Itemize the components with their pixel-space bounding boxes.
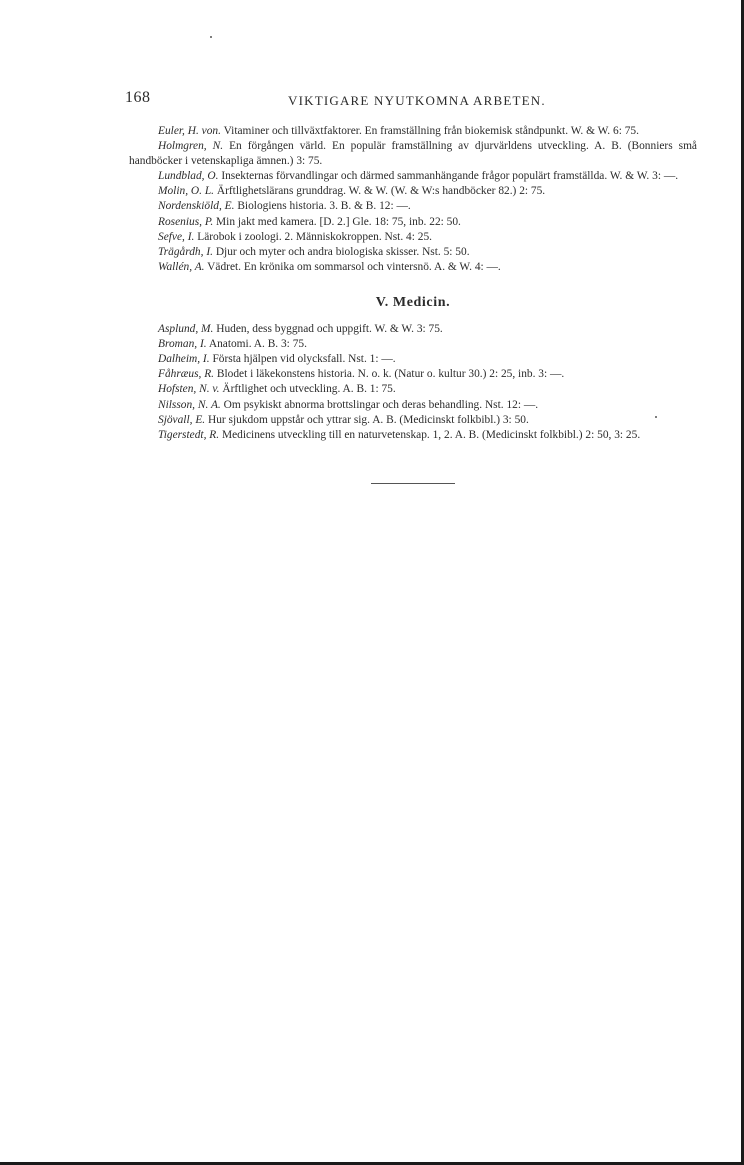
bibliography-entry — [129, 169, 697, 184]
bibliography-content — [129, 124, 697, 484]
running-head: VIKTIGARE NYUTKOMNA ARBETEN. — [288, 93, 546, 108]
entry-text: En förgången värld. En populär framställning av djurvärldens utveckling. A. B. (Bonniers små handböcker i vetenskapliga ämnen.) 3: 75. — [129, 140, 697, 168]
bibliography-entry — [129, 352, 697, 367]
entry-text: Djur och myter och andra biologiska skisser. Nst. 5: 50. — [215, 245, 470, 258]
entry-author: Lundblad, O. — [158, 170, 219, 183]
entry-text: Blodet i läkekonstens historia. N. o. k. (Natur o. kultur 30.) 2: 25, inb. 3: —. — [216, 368, 565, 381]
entry-text: Vitaminer och tillväxtfaktorer. En framställning från biokemisk ståndpunkt. W. & W. 6: 75. — [223, 125, 639, 137]
entry-author: Nilsson, N. A. — [158, 398, 221, 411]
entry-author: Rosenius, P. — [158, 215, 214, 228]
bibliography-entry — [129, 245, 697, 260]
section-heading: V. Medicin. — [375, 294, 451, 310]
scan-speck — [210, 36, 212, 38]
entry-author: Hofsten, N. v. — [158, 383, 220, 396]
entry-text: Ärftlighetslärans grunddrag. W. & W. (W. & W:s handböcker 82.) 2: 75. — [216, 185, 546, 198]
bibliography-entry — [129, 260, 697, 275]
entry-author: Sefve, I. — [158, 230, 195, 243]
entry-author: Sjövall, E. — [158, 413, 206, 426]
bibliography-entry — [129, 124, 697, 139]
entry-text: Anatomi. A. B. 3: 75. — [208, 338, 307, 351]
section-end-rule — [371, 483, 455, 484]
entry-text: Om psykiskt abnorma brottslingar och deras behandling. Nst. 12: —. — [223, 398, 539, 411]
entry-author: Molin, O. L. — [158, 185, 215, 198]
bibliography-entry — [129, 413, 697, 428]
entries-list-biology — [129, 124, 697, 275]
bibliography-entry — [129, 398, 697, 413]
entry-text: Medicinens utveckling till en naturvetenskap. 1, 2. A. B. (Medicinskt folkbibl.) 2: 50, 3: 25. — [221, 428, 641, 441]
entry-author: Tigerstedt, R. — [158, 428, 220, 441]
entry-author: Wallén, A. — [158, 260, 205, 273]
entry-text: Ärftlighet och utveckling. A. B. 1: 75. — [222, 383, 396, 396]
entry-author: Broman, I. — [158, 338, 207, 351]
entry-author: Trägårdh, I. — [158, 245, 213, 258]
bibliography-entry — [129, 367, 697, 382]
bibliography-entry — [129, 139, 697, 169]
entry-author: Dalheim, I. — [158, 353, 210, 366]
bibliography-entry — [129, 428, 697, 443]
entry-text: Biologiens historia. 3. B. & B. 12: —. — [237, 200, 411, 213]
entry-author: Euler, H. von. — [158, 125, 221, 137]
entry-text: Huden, dess byggnad och uppgift. W. & W. 3: 75. — [216, 323, 443, 336]
entry-text: Min jakt med kamera. [D. 2.] Gle. 18: 75, inb. 22: 50. — [216, 215, 461, 228]
bibliography-entry — [129, 322, 697, 337]
entry-text: Hur sjukdom uppstår och yttrar sig. A. B. (Medicinskt folkbibl.) 3: 50. — [208, 413, 529, 426]
bibliography-entry — [129, 230, 697, 245]
bibliography-entry — [129, 337, 697, 352]
entry-text: Lärobok i zoologi. 2. Människokroppen. Nst. 4: 25. — [197, 230, 432, 243]
bibliography-entry — [129, 382, 697, 397]
entry-author: Asplund, M. — [158, 323, 214, 336]
entry-author: Nordenskiöld, E. — [158, 200, 235, 213]
entries-list-medicine — [129, 322, 697, 443]
entry-author: Fåhræus, R. — [158, 368, 215, 381]
entry-author: Holmgren, N. — [158, 140, 224, 153]
entry-text: Vädret. En krönika om sommarsol och vintersnö. A. & W. 4: —. — [207, 260, 501, 273]
bibliography-entry — [129, 184, 697, 199]
page-number: 168 — [125, 89, 151, 106]
bibliography-entry — [129, 199, 697, 214]
entry-text: Första hjälpen vid olycksfall. Nst. 1: —. — [212, 353, 396, 366]
entry-text: Insekternas förvandlingar och därmed sammanhängande frågor populärt framställda. W. & W. 3: —. — [221, 170, 679, 183]
bibliography-entry — [129, 215, 697, 230]
